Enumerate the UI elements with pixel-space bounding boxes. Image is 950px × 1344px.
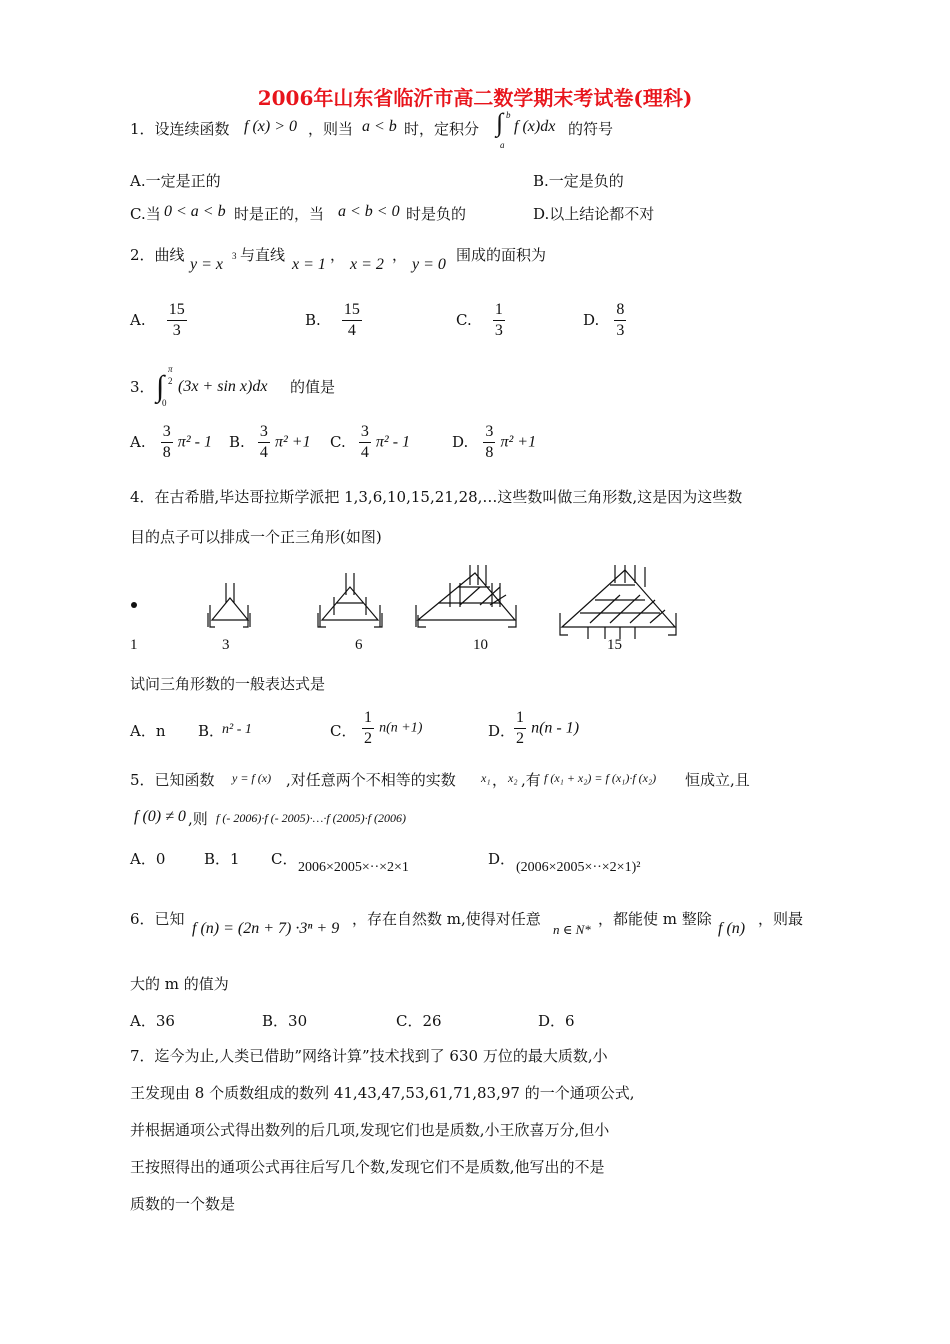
fig-label-15: 15 <box>607 637 622 653</box>
denominator: 3 <box>172 322 181 339</box>
q6-option-a: A．36 <box>130 1012 175 1030</box>
q3-option-b-tail: π² +1 <box>274 433 311 451</box>
q6-stem-c: ，都能使 m 整除 <box>598 910 712 928</box>
q3-option-c-label: C. <box>330 433 346 451</box>
fig-label-3: 3 <box>222 637 230 653</box>
q6-condition: n ∈ N* <box>553 922 591 937</box>
q5-stem-e: ,则 <box>188 810 208 828</box>
q5-product: f (- 2006)·f (- 2005)·…·f (2005)·f (2006) <box>216 811 406 825</box>
q2-option-b-label: B. <box>305 311 321 329</box>
numerator: 3 <box>161 422 173 443</box>
q2-option-a-label: A. <box>130 311 146 329</box>
q6-stem-d: ，则最 <box>758 910 804 928</box>
q2-option-c-label: C. <box>456 311 472 329</box>
q1-condition: f (x) > 0 <box>244 118 297 135</box>
q5-stem-a: 5．已知函数 <box>130 771 215 789</box>
triangle-10 <box>416 565 516 627</box>
denominator: 8 <box>162 444 171 461</box>
q5-comma: ， <box>492 771 508 789</box>
q3-integrand: (3x + sin x)dx <box>178 378 268 395</box>
q2-stem-c: 围成的面积为 <box>456 246 547 264</box>
q6-stem-b: ，存在自然数 m,使得对任意 <box>352 910 541 928</box>
q3-stem-b: 的值是 <box>290 378 336 396</box>
q7-line-4: 王按照得出的通项公式再往后写几个数,发现它们不是质数,他写出的不是 <box>130 1158 605 1176</box>
q5-equation: f (x₁ + x₂) = f (x₁)·f (x₂) <box>544 771 657 785</box>
q6-line-2: 大的 m 的值为 <box>130 975 229 993</box>
q3-option-a-fraction <box>161 422 173 463</box>
triangle-numbers-figure <box>120 565 680 645</box>
q3-option-c <box>330 422 410 463</box>
triangle-6 <box>318 573 382 627</box>
q2-option-c-fraction <box>493 300 505 341</box>
numerator: 1 <box>493 300 505 321</box>
q1-stem-a: 1．设连续函数 <box>130 120 230 138</box>
q3-upper-limit: π <box>168 364 173 374</box>
q3-upper-limit-den: 2 <box>168 376 173 386</box>
q2-option-d-label: D. <box>583 311 600 329</box>
q2-option-d <box>583 300 626 341</box>
q4-line-2: 目的点子可以排成一个正三角形(如图) <box>130 528 382 546</box>
q2-option-b-fraction <box>342 300 362 341</box>
q2-line-2: x = 2 <box>350 256 384 273</box>
q2-option-b <box>305 300 362 341</box>
fig-label-1: 1 <box>130 637 138 653</box>
q2-option-d-fraction <box>614 300 626 341</box>
single-dot <box>131 602 137 608</box>
q7-line-2: 王发现由 8 个质数组成的数列 41,43,47,53,61,71,83,97 的一个通项公式, <box>130 1084 635 1102</box>
q3-stem-a: 3． <box>130 378 155 396</box>
q3-option-b-label: B. <box>229 433 245 451</box>
q2-exponent: 3 <box>232 251 237 261</box>
q6-stem-a: 6．已知 <box>130 910 185 928</box>
page-title: 2006年山东省临沂市高二数学期末考试卷(理科) <box>257 86 693 110</box>
denominator: 4 <box>360 444 369 461</box>
q3-option-c-tail: π² - 1 <box>375 433 411 451</box>
q5-condition: f (0) ≠ 0 <box>134 808 186 825</box>
q3-option-d <box>452 422 536 463</box>
numerator: 3 <box>359 422 371 443</box>
q3-option-a <box>130 422 212 463</box>
denominator: 2 <box>364 730 372 747</box>
q5-option-d: (2006×2005×··×2×1)² <box>516 860 641 875</box>
q2-stem-b: 与直线 <box>240 246 286 264</box>
q7-line-3: 并根据通项公式得出数列的后几项,发现它们也是质数,小王欣喜万分,但小 <box>130 1121 610 1139</box>
q5-stem-d: 恒成立,且 <box>685 771 750 789</box>
fig-label-6: 6 <box>355 637 363 653</box>
q5-option-c-label: C． <box>271 850 298 868</box>
integral-sign: ∫ <box>496 108 504 137</box>
q4-option-c-label: C． <box>330 722 357 740</box>
q1-lower-limit: a <box>500 140 505 150</box>
q2-line-1: x = 1 <box>292 256 326 273</box>
q2-line-3: y = 0 <box>412 256 446 273</box>
fig-label-10: 10 <box>473 637 488 653</box>
denominator: 3 <box>494 322 503 339</box>
q1-option-c-m1: 0 < a < b <box>164 203 226 220</box>
q2-option-a <box>130 300 187 341</box>
q4-option-c-tail: n(n +1) <box>379 720 423 736</box>
denominator: 8 <box>485 444 494 461</box>
q3-option-c-fraction <box>359 422 371 463</box>
q5-option-b: B．1 <box>204 850 240 868</box>
q1-option-c-a: C.当 <box>130 205 161 223</box>
q1-stem-c: 时，定积分 <box>404 120 480 138</box>
q2-sep-2: ， <box>392 246 408 264</box>
q3-option-a-label: A. <box>130 433 146 451</box>
numerator: 3 <box>483 422 495 443</box>
q1-option-b: B.一定是负的 <box>533 172 624 190</box>
q3-option-d-label: D. <box>452 433 469 451</box>
numerator: 3 <box>258 422 270 443</box>
integral-sign: ∫ <box>156 370 165 403</box>
q4-option-d-tail: n(n - 1) <box>531 719 580 737</box>
q3-option-d-tail: π² +1 <box>500 433 537 451</box>
numerator: 15 <box>167 300 187 321</box>
q6-function: f (n) = (2n + 7) ·3ⁿ + 9 <box>192 920 340 937</box>
q4-option-d <box>514 708 579 749</box>
numerator: 1 <box>514 708 526 729</box>
q4-option-b: n² - 1 <box>222 722 252 737</box>
q5-x1: x₁ <box>481 771 491 785</box>
q3-option-b <box>229 422 311 463</box>
q1-stem-b: ，则当 <box>308 120 354 138</box>
q5-option-c: 2006×2005×··×2×1 <box>298 860 409 875</box>
q2-sep-1: ， <box>330 246 346 264</box>
q7-line-5: 质数的一个数是 <box>130 1195 236 1213</box>
numerator: 1 <box>362 708 374 729</box>
q1-option-c-b: 时是正的，当 <box>234 205 325 223</box>
q5-stem-c: ,有 <box>521 771 541 789</box>
q3-option-b-fraction <box>258 422 270 463</box>
q6-option-d: D．6 <box>538 1012 575 1030</box>
q2-curve: y = x <box>190 256 223 273</box>
q5-function: y = f (x) <box>232 771 272 785</box>
q4-option-c <box>362 708 422 749</box>
numerator: 8 <box>614 300 626 321</box>
q4-option-d-fraction <box>514 708 526 749</box>
numerator: 15 <box>342 300 362 321</box>
q6-function-2: f (n) <box>718 920 746 937</box>
q4-ask: 试问三角形数的一般表达式是 <box>130 675 326 693</box>
q5-stem-b: ,对任意两个不相等的实数 <box>286 771 456 789</box>
q1-option-d: D.以上结论都不对 <box>533 205 655 223</box>
q2-option-c <box>456 300 505 341</box>
q4-option-c-fraction <box>362 708 374 749</box>
q4-option-a: A．n <box>130 722 166 740</box>
q1-option-a: A.一定是正的 <box>130 172 221 190</box>
q1-option-c-m2: a < b < 0 <box>338 203 400 220</box>
denominator: 4 <box>259 444 268 461</box>
q2-option-a-fraction <box>167 300 187 341</box>
q7-line-1: 7．迄今为止,人类已借助”网络计算”技术找到了 630 万位的最大质数,小 <box>130 1047 608 1065</box>
triangle-15 <box>560 565 676 639</box>
triangle-3 <box>208 583 250 627</box>
q5-x2: x₂ <box>508 771 518 785</box>
q5-option-a: A．0 <box>130 850 166 868</box>
denominator: 2 <box>516 730 524 747</box>
q3-lower-limit: 0 <box>162 398 167 408</box>
q1-condition-2: a < b <box>362 118 397 135</box>
q6-option-c: C．26 <box>396 1012 442 1030</box>
q1-stem-d: 的符号 <box>568 120 614 138</box>
q4-option-b-label: B． <box>198 722 225 740</box>
q2-stem-a: 2．曲线 <box>130 246 185 264</box>
q3-option-d-fraction <box>483 422 495 463</box>
q6-option-b: B．30 <box>262 1012 308 1030</box>
denominator: 4 <box>347 322 356 339</box>
q1-option-c-c: 时是负的 <box>406 205 467 223</box>
q5-option-d-label: D． <box>488 850 516 868</box>
q3-option-a-tail: π² - 1 <box>177 433 212 451</box>
q1-upper-limit: b <box>506 110 511 120</box>
denominator: 3 <box>616 322 625 339</box>
q1-integrand: f (x)dx <box>514 118 556 135</box>
q4-option-d-label: D． <box>488 722 516 740</box>
q4-line-1: 4．在古希腊,毕达哥拉斯学派把 1,3,6,10,15,21,28,…这些数叫做三角形数,这是因为这些数 <box>130 488 743 506</box>
